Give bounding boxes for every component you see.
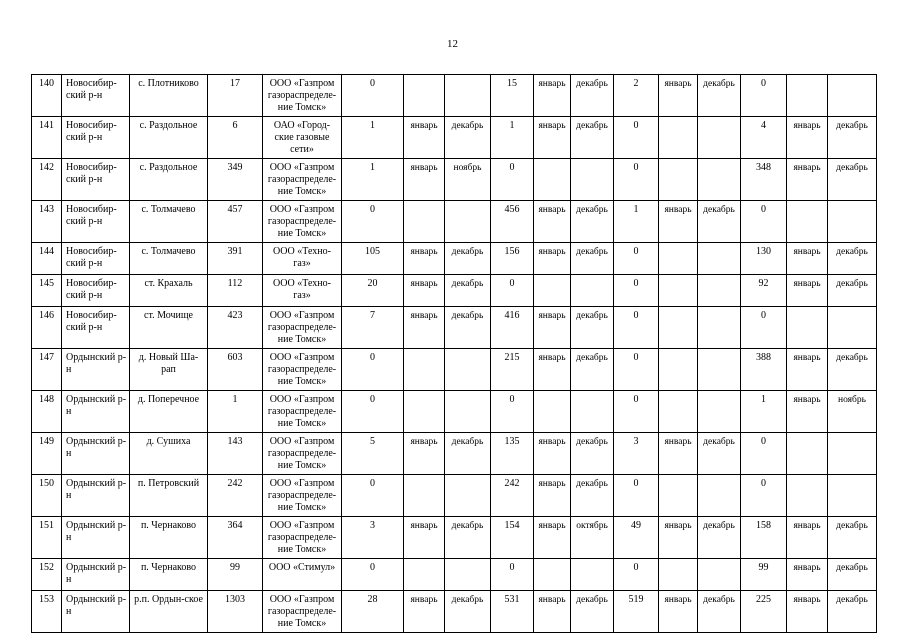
settlement-cell: с. Раздольное — [130, 117, 208, 159]
group2-start-cell — [534, 159, 571, 201]
group1-start-cell: январь — [404, 517, 445, 559]
table-row — [32, 517, 877, 559]
group4-end-cell: декабрь — [828, 275, 877, 307]
group1-end-cell: декабрь — [445, 433, 491, 475]
table-row — [32, 559, 877, 591]
group1-count-cell: 105 — [342, 243, 404, 275]
group1-end-cell: декабрь — [445, 517, 491, 559]
group3-count-cell: 0 — [614, 243, 659, 275]
group2-end-cell — [571, 275, 614, 307]
total-count-cell: 1303 — [208, 591, 263, 633]
group1-end-cell: декабрь — [445, 243, 491, 275]
row-number-cell: 145 — [32, 275, 62, 307]
group1-end-cell — [445, 559, 491, 591]
group1-count-cell: 0 — [342, 391, 404, 433]
group4-start-cell: январь — [787, 349, 828, 391]
group3-count-cell: 0 — [614, 391, 659, 433]
group1-start-cell: январь — [404, 433, 445, 475]
group4-count-cell: 99 — [741, 559, 787, 591]
district-cell: Ордынский р-н — [62, 349, 130, 391]
group3-count-cell: 2 — [614, 75, 659, 117]
group1-count-cell: 3 — [342, 517, 404, 559]
organization-cell: ООО «Газпром газораспределе-ние Томск» — [263, 75, 342, 117]
group2-count-cell: 531 — [491, 591, 534, 633]
group3-start-cell: январь — [659, 201, 698, 243]
organization-cell: ООО «Газпром газораспределе-ние Томск» — [263, 391, 342, 433]
group1-start-cell: январь — [404, 117, 445, 159]
group2-start-cell: январь — [534, 591, 571, 633]
settlement-cell: ст. Крахаль — [130, 275, 208, 307]
group4-end-cell: декабрь — [828, 243, 877, 275]
group1-count-cell: 0 — [342, 201, 404, 243]
group4-end-cell — [828, 475, 877, 517]
row-number-cell: 146 — [32, 307, 62, 349]
group1-end-cell — [445, 391, 491, 433]
group2-count-cell: 0 — [491, 275, 534, 307]
row-number-cell: 149 — [32, 433, 62, 475]
group2-count-cell: 0 — [491, 559, 534, 591]
group1-start-cell: январь — [404, 275, 445, 307]
organization-cell: ООО «Стимул» — [263, 559, 342, 591]
table-row — [32, 201, 877, 243]
group2-start-cell — [534, 275, 571, 307]
total-count-cell: 99 — [208, 559, 263, 591]
table-row — [32, 159, 877, 201]
organization-cell: ООО «Газпром газораспределе-ние Томск» — [263, 433, 342, 475]
settlement-cell: д. Поперечное — [130, 391, 208, 433]
organization-cell: ООО «Газпром газораспределе-ние Томск» — [263, 517, 342, 559]
group1-start-cell: январь — [404, 243, 445, 275]
group2-end-cell: декабрь — [571, 117, 614, 159]
row-number-cell: 153 — [32, 591, 62, 633]
district-cell: Новосибир-ский р-н — [62, 75, 130, 117]
settlement-cell: п. Чернаково — [130, 559, 208, 591]
district-cell: Новосибир-ский р-н — [62, 159, 130, 201]
row-number-cell: 147 — [32, 349, 62, 391]
group1-end-cell — [445, 349, 491, 391]
organization-cell: ООО «Техно-газ» — [263, 275, 342, 307]
group1-end-cell: декабрь — [445, 117, 491, 159]
table-row — [32, 117, 877, 159]
group4-count-cell: 130 — [741, 243, 787, 275]
group1-end-cell — [445, 475, 491, 517]
group1-end-cell — [445, 75, 491, 117]
group3-end-cell: декабрь — [698, 433, 741, 475]
group2-start-cell — [534, 391, 571, 433]
table-row — [32, 243, 877, 275]
group2-start-cell: январь — [534, 117, 571, 159]
group3-end-cell: декабрь — [698, 201, 741, 243]
organization-cell: ООО «Газпром газораспределе-ние Томск» — [263, 591, 342, 633]
total-count-cell: 242 — [208, 475, 263, 517]
group1-count-cell: 7 — [342, 307, 404, 349]
settlement-cell: с. Раздольное — [130, 159, 208, 201]
group3-start-cell — [659, 117, 698, 159]
group2-count-cell: 15 — [491, 75, 534, 117]
group3-count-cell: 0 — [614, 307, 659, 349]
organization-cell: ООО «Техно-газ» — [263, 243, 342, 275]
district-cell: Ордынский р-н — [62, 391, 130, 433]
group2-end-cell — [571, 391, 614, 433]
district-cell: Ордынский р-н — [62, 591, 130, 633]
table-row — [32, 391, 877, 433]
group3-end-cell: декабрь — [698, 75, 741, 117]
data-table — [31, 74, 877, 633]
group4-start-cell: январь — [787, 117, 828, 159]
group4-end-cell — [828, 433, 877, 475]
group4-count-cell: 0 — [741, 475, 787, 517]
total-count-cell: 6 — [208, 117, 263, 159]
group4-end-cell: декабрь — [828, 517, 877, 559]
group2-start-cell — [534, 559, 571, 591]
district-cell: Ордынский р-н — [62, 433, 130, 475]
table-row — [32, 591, 877, 633]
table-row — [32, 275, 877, 307]
group2-count-cell: 0 — [491, 159, 534, 201]
group4-end-cell: декабрь — [828, 117, 877, 159]
group2-end-cell: декабрь — [571, 433, 614, 475]
organization-cell: ООО «Газпром газораспределе-ние Томск» — [263, 307, 342, 349]
group4-end-cell: ноябрь — [828, 391, 877, 433]
row-number-cell: 151 — [32, 517, 62, 559]
total-count-cell: 423 — [208, 307, 263, 349]
table-row — [32, 307, 877, 349]
group2-count-cell: 456 — [491, 201, 534, 243]
district-cell: Ордынский р-н — [62, 475, 130, 517]
group4-end-cell: декабрь — [828, 349, 877, 391]
organization-cell: ООО «Газпром газораспределе-ние Томск» — [263, 201, 342, 243]
row-number-cell: 150 — [32, 475, 62, 517]
group4-count-cell: 4 — [741, 117, 787, 159]
total-count-cell: 391 — [208, 243, 263, 275]
group4-end-cell: декабрь — [828, 159, 877, 201]
group3-start-cell — [659, 275, 698, 307]
district-cell: Ордынский р-н — [62, 517, 130, 559]
group4-count-cell: 92 — [741, 275, 787, 307]
group4-start-cell — [787, 475, 828, 517]
group3-count-cell: 3 — [614, 433, 659, 475]
group3-start-cell — [659, 559, 698, 591]
group3-start-cell — [659, 349, 698, 391]
row-number-cell: 141 — [32, 117, 62, 159]
group1-count-cell: 0 — [342, 75, 404, 117]
group4-count-cell: 0 — [741, 433, 787, 475]
group2-start-cell: январь — [534, 517, 571, 559]
table-row — [32, 475, 877, 517]
group1-start-cell — [404, 559, 445, 591]
group2-start-cell: январь — [534, 475, 571, 517]
group3-end-cell — [698, 391, 741, 433]
district-cell: Новосибир-ский р-н — [62, 275, 130, 307]
group3-count-cell: 0 — [614, 559, 659, 591]
group2-count-cell: 242 — [491, 475, 534, 517]
group4-count-cell: 0 — [741, 201, 787, 243]
group3-end-cell — [698, 117, 741, 159]
group3-count-cell: 0 — [614, 475, 659, 517]
group1-count-cell: 0 — [342, 475, 404, 517]
group4-start-cell: январь — [787, 275, 828, 307]
total-count-cell: 17 — [208, 75, 263, 117]
group3-end-cell — [698, 559, 741, 591]
settlement-cell: с. Толмачево — [130, 243, 208, 275]
group3-end-cell: декабрь — [698, 517, 741, 559]
settlement-cell: п. Чернаково — [130, 517, 208, 559]
group4-count-cell: 0 — [741, 75, 787, 117]
group4-count-cell: 158 — [741, 517, 787, 559]
settlement-cell: с. Плотниково — [130, 75, 208, 117]
group4-count-cell: 348 — [741, 159, 787, 201]
organization-cell: ООО «Газпром газораспределе-ние Томск» — [263, 475, 342, 517]
district-cell: Новосибир-ский р-н — [62, 307, 130, 349]
group1-end-cell: ноябрь — [445, 159, 491, 201]
group4-end-cell — [828, 201, 877, 243]
group3-count-cell: 0 — [614, 349, 659, 391]
group1-end-cell: декабрь — [445, 591, 491, 633]
settlement-cell: д. Новый Ша-рап — [130, 349, 208, 391]
group2-end-cell: октябрь — [571, 517, 614, 559]
group1-count-cell: 0 — [342, 349, 404, 391]
group2-end-cell — [571, 159, 614, 201]
row-number-cell: 142 — [32, 159, 62, 201]
group2-start-cell: январь — [534, 349, 571, 391]
group3-end-cell — [698, 159, 741, 201]
group4-start-cell: январь — [787, 391, 828, 433]
district-cell: Новосибир-ский р-н — [62, 243, 130, 275]
organization-cell: ООО «Газпром газораспределе-ние Томск» — [263, 349, 342, 391]
group3-start-cell — [659, 159, 698, 201]
group3-count-cell: 519 — [614, 591, 659, 633]
group4-count-cell: 225 — [741, 591, 787, 633]
group4-start-cell — [787, 201, 828, 243]
group2-end-cell: декабрь — [571, 591, 614, 633]
group2-count-cell: 154 — [491, 517, 534, 559]
group3-end-cell — [698, 243, 741, 275]
row-number-cell: 144 — [32, 243, 62, 275]
group3-end-cell — [698, 475, 741, 517]
table-row — [32, 433, 877, 475]
group1-start-cell: январь — [404, 591, 445, 633]
table-row — [32, 75, 877, 117]
group3-start-cell: январь — [659, 433, 698, 475]
group2-end-cell: декабрь — [571, 243, 614, 275]
organization-cell: ОАО «Город-ские газовые сети» — [263, 117, 342, 159]
group2-start-cell: январь — [534, 75, 571, 117]
group2-end-cell: декабрь — [571, 75, 614, 117]
group3-start-cell — [659, 475, 698, 517]
group3-end-cell — [698, 349, 741, 391]
settlement-cell: с. Толмачево — [130, 201, 208, 243]
row-number-cell: 140 — [32, 75, 62, 117]
group4-count-cell: 388 — [741, 349, 787, 391]
group4-start-cell: январь — [787, 559, 828, 591]
group4-end-cell: декабрь — [828, 559, 877, 591]
group1-count-cell: 0 — [342, 559, 404, 591]
total-count-cell: 603 — [208, 349, 263, 391]
group1-count-cell: 28 — [342, 591, 404, 633]
row-number-cell: 148 — [32, 391, 62, 433]
group2-start-cell: январь — [534, 201, 571, 243]
row-number-cell: 143 — [32, 201, 62, 243]
group3-count-cell: 49 — [614, 517, 659, 559]
group1-count-cell: 1 — [342, 117, 404, 159]
group4-start-cell: январь — [787, 517, 828, 559]
group2-end-cell: декабрь — [571, 475, 614, 517]
total-count-cell: 112 — [208, 275, 263, 307]
group3-count-cell: 0 — [614, 117, 659, 159]
group2-count-cell: 215 — [491, 349, 534, 391]
group4-start-cell — [787, 307, 828, 349]
settlement-cell: п. Петровский — [130, 475, 208, 517]
group4-start-cell — [787, 75, 828, 117]
group2-start-cell: январь — [534, 433, 571, 475]
group4-start-cell: январь — [787, 591, 828, 633]
group3-start-cell: январь — [659, 75, 698, 117]
group2-count-cell: 0 — [491, 391, 534, 433]
group1-end-cell — [445, 201, 491, 243]
group1-start-cell — [404, 201, 445, 243]
group3-start-cell: январь — [659, 517, 698, 559]
group4-start-cell: январь — [787, 159, 828, 201]
settlement-cell: ст. Мочище — [130, 307, 208, 349]
group1-start-cell — [404, 349, 445, 391]
table-row — [32, 349, 877, 391]
group2-count-cell: 135 — [491, 433, 534, 475]
group2-count-cell: 1 — [491, 117, 534, 159]
group1-end-cell: декабрь — [445, 307, 491, 349]
group2-count-cell: 416 — [491, 307, 534, 349]
total-count-cell: 143 — [208, 433, 263, 475]
group2-end-cell: декабрь — [571, 307, 614, 349]
group3-end-cell — [698, 307, 741, 349]
settlement-cell: р.п. Ордын-ское — [130, 591, 208, 633]
group1-count-cell: 1 — [342, 159, 404, 201]
district-cell: Новосибир-ский р-н — [62, 201, 130, 243]
group2-end-cell: декабрь — [571, 349, 614, 391]
district-cell: Ордынский р-н — [62, 559, 130, 591]
group4-count-cell: 0 — [741, 307, 787, 349]
group4-start-cell: январь — [787, 243, 828, 275]
group1-start-cell — [404, 75, 445, 117]
group4-end-cell: декабрь — [828, 591, 877, 633]
total-count-cell: 457 — [208, 201, 263, 243]
group3-count-cell: 0 — [614, 159, 659, 201]
group1-count-cell: 20 — [342, 275, 404, 307]
group1-count-cell: 5 — [342, 433, 404, 475]
group2-end-cell — [571, 559, 614, 591]
group4-end-cell — [828, 307, 877, 349]
group3-count-cell: 1 — [614, 201, 659, 243]
group2-start-cell: январь — [534, 243, 571, 275]
total-count-cell: 1 — [208, 391, 263, 433]
row-number-cell: 152 — [32, 559, 62, 591]
group3-count-cell: 0 — [614, 275, 659, 307]
group3-end-cell — [698, 275, 741, 307]
group1-start-cell: январь — [404, 159, 445, 201]
page-number: 12 — [447, 38, 458, 50]
group3-start-cell — [659, 243, 698, 275]
settlement-cell: д. Сушиха — [130, 433, 208, 475]
group2-count-cell: 156 — [491, 243, 534, 275]
group3-start-cell — [659, 307, 698, 349]
group2-start-cell: январь — [534, 307, 571, 349]
group1-start-cell — [404, 475, 445, 517]
group4-start-cell — [787, 433, 828, 475]
group2-end-cell: декабрь — [571, 201, 614, 243]
group3-start-cell — [659, 391, 698, 433]
group4-end-cell — [828, 75, 877, 117]
total-count-cell: 349 — [208, 159, 263, 201]
group3-end-cell: декабрь — [698, 591, 741, 633]
organization-cell: ООО «Газпром газораспределе-ние Томск» — [263, 159, 342, 201]
group1-start-cell: январь — [404, 307, 445, 349]
district-cell: Новосибир-ский р-н — [62, 117, 130, 159]
total-count-cell: 364 — [208, 517, 263, 559]
group4-count-cell: 1 — [741, 391, 787, 433]
group1-end-cell: декабрь — [445, 275, 491, 307]
group3-start-cell: январь — [659, 591, 698, 633]
group1-start-cell — [404, 391, 445, 433]
